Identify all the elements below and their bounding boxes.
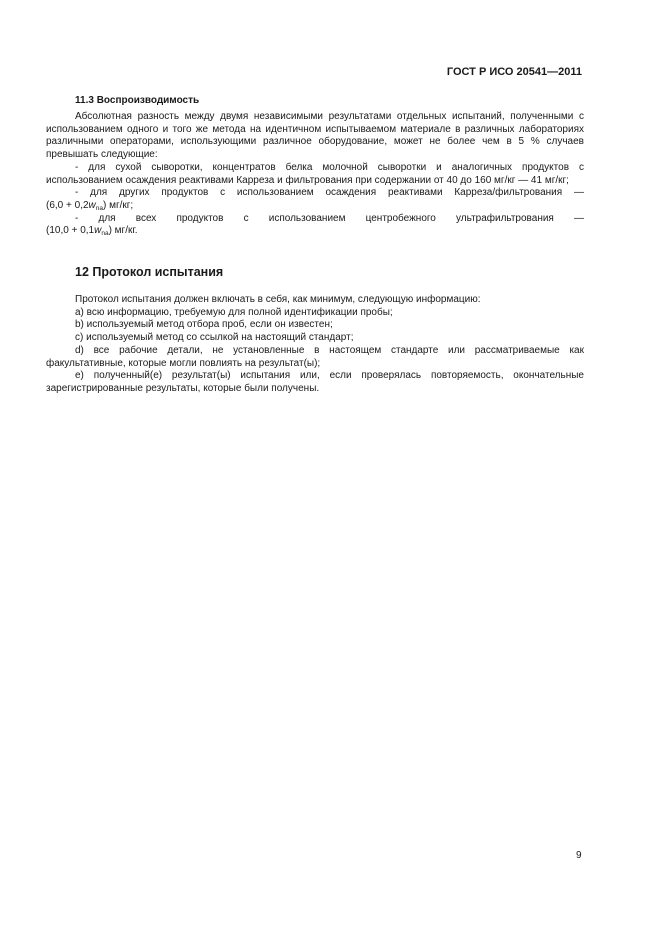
formula-part: ) мг/кг. — [108, 225, 138, 237]
formula-subscript: na — [101, 230, 109, 238]
document-header-id: ГОСТ Р ИСО 20541—2011 — [446, 66, 582, 78]
formula-subscript: na — [95, 204, 103, 212]
report-item-a: a) всю информацию, требуемую для полной идентификации пробы; — [75, 306, 393, 318]
formula-variable: w — [94, 225, 102, 237]
page-number: 9 — [576, 850, 582, 861]
section-12-body — [46, 294, 584, 396]
reproducibility-item-ultrafiltration-text: - для всех продуктов с использованием центробежного ультрафильтрования — — [75, 212, 584, 224]
section-12-intro: Протокол испытания должен включать в себя, как минимум, следующую информацию: — [75, 294, 481, 305]
section-12-title: 12 Протокол испытания — [75, 265, 224, 279]
report-item-d: d) все рабочие детали, не установленные в настоящем стандарте или рассматриваемые как факультативные, которые могли повлиять на результат(ы); — [46, 344, 584, 369]
report-item-e: e) полученный(е) результат(ы) испытания или, если проверялась повторяемость, окончательные зарегистрированные результаты, которые были получены. — [46, 370, 584, 394]
reproducibility-item-other-formula — [46, 200, 584, 213]
report-item-c: c) используемый метод со ссылкой на настоящий стандарт; — [75, 332, 354, 344]
reproducibility-item-other-text: - для других продуктов с использованием осаждения реактивами Карреза/фильтрования — — [75, 187, 584, 199]
section-11-3-body — [46, 111, 584, 238]
formula-part: (10,0 + 0,1 — [46, 225, 95, 237]
report-item-b: b) используемый метод отбора проб, если он известен; — [75, 319, 333, 331]
reproducibility-item-ultrafiltration-formula — [46, 225, 584, 238]
formula-part: ) мг/кг; — [103, 199, 134, 211]
reproducibility-item-whey: - для сухой сыворотки, концентратов белка молочной сыворотки и аналогичных продуктов с использованием осаждения реактивами Карреза и фильтрования при содержании от 40 до 160 мг/кг — 41 мг/кг; — [46, 161, 584, 186]
formula-variable: w — [88, 199, 96, 211]
formula-part: (6,0 + 0,2 — [46, 199, 89, 211]
section-11-3-title: 11.3 Воспроизводимость — [75, 95, 200, 106]
section-11-3-paragraph: Абсолютная разность между двумя независимыми результатами отдельных испытаний, полученными с использованием одного и того же метода на идентичном испытываемом материале в различных лабораториях различными операторами, использующими различное оборудование, может не более чем в 5 % случаев превышать следующие: — [46, 111, 584, 161]
